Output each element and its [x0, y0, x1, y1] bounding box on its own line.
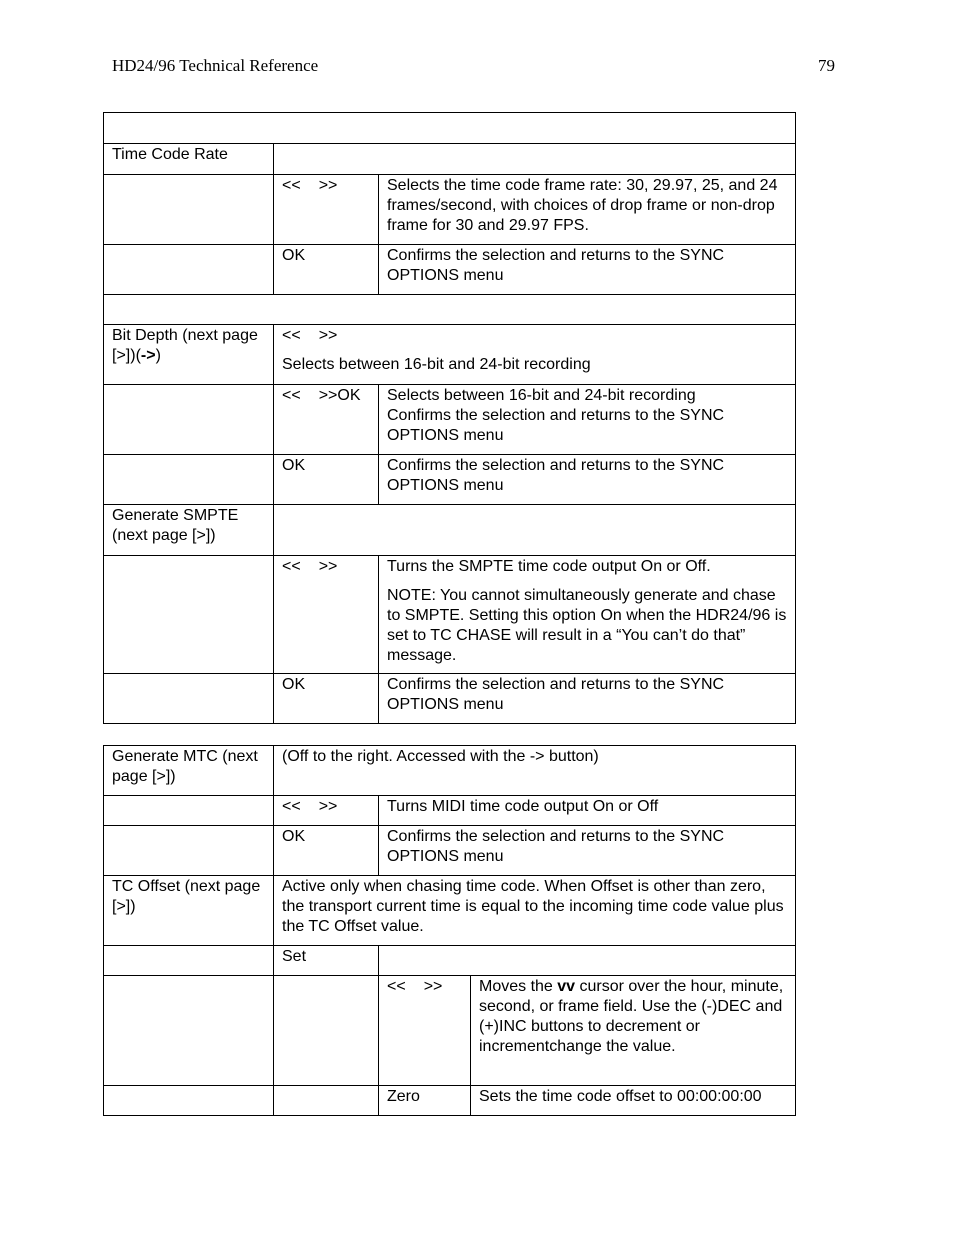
table-row	[104, 796, 796, 826]
key-cell	[274, 796, 379, 826]
key-next-ok: >>OK	[318, 387, 361, 404]
description-text: Selects between 16-bit and 24-bit recording	[282, 356, 591, 373]
key-prev: <<	[282, 387, 301, 404]
table-row	[104, 295, 796, 325]
key-next: >>	[318, 558, 338, 575]
table-row	[104, 556, 796, 674]
table-row	[104, 746, 796, 796]
note-text: NOTE: You cannot simultaneously generate and chase to SMPTE. Setting this option On when the HDR24/96 is set to TC CHASE will result in a “You can’t do that” message.	[387, 587, 787, 664]
page-number: 79	[818, 56, 835, 75]
table-row	[104, 175, 796, 245]
table-row	[104, 245, 796, 295]
description-cell: Confirms the selection and returns to the SYNC OPTIONS menu	[379, 826, 796, 876]
description-cell: (Off to the right. Accessed with the -> button)	[274, 746, 796, 796]
key-prev: <<	[387, 978, 406, 995]
key-cell	[379, 976, 471, 1086]
key-cell	[274, 385, 379, 455]
running-header-title: HD24/96 Technical Reference	[112, 56, 319, 75]
key-prev: <<	[282, 558, 301, 575]
key-zero: Zero	[379, 1086, 471, 1116]
table-row	[104, 385, 796, 455]
table-row	[104, 505, 796, 556]
table-row	[104, 455, 796, 505]
key-cell	[274, 175, 379, 245]
description-cell: Confirms the selection and returns to the SYNC OPTIONS menu	[379, 455, 796, 505]
key-ok: OK	[274, 455, 379, 505]
table-row	[104, 976, 796, 1086]
description-cell: Selects between 16-bit and 24-bit recording Confirms the selection and returns to the SYNC OPTIONS menu	[379, 385, 796, 455]
key-next: >>	[318, 177, 338, 194]
menu-item-generate-mtc: Generate MTC (next page [>])	[104, 746, 274, 796]
key-next: >>	[423, 978, 443, 995]
table-row	[104, 946, 796, 976]
key-next: >>	[318, 798, 338, 815]
menu-item-tc-offset: TC Offset (next page [>])	[104, 876, 274, 946]
key-ok: OK	[274, 674, 379, 724]
description-cell: Turns the SMPTE time code output On or Off. NOTE: You cannot simultaneously generate and chase to SMPTE. Setting this option On when the HDR24/96 is set to TC CHASE will result in a “You can’t do that” message.	[379, 556, 796, 674]
description-cell: Confirms the selection and returns to the SYNC OPTIONS menu	[379, 245, 796, 295]
key-ok: OK	[274, 245, 379, 295]
menu-item-generate-smpte: Generate SMPTE (next page [>])	[104, 505, 274, 556]
description-cell: Turns MIDI time code output On or Off	[379, 796, 796, 826]
table-row	[104, 826, 796, 876]
key-next: >>	[318, 327, 338, 344]
table-row	[104, 1086, 796, 1116]
key-prev: <<	[282, 327, 301, 344]
description-cell: Sets the time code offset to 00:00:00:00	[471, 1086, 796, 1116]
description-cell: Active only when chasing time code. When Offset is other than zero, the transport current time is equal to the incoming time code value plus the TC Offset value.	[274, 876, 796, 946]
key-prev: <<	[282, 798, 301, 815]
submenu-set: Set	[274, 946, 379, 976]
table-row	[104, 876, 796, 946]
key-prev: <<	[282, 177, 301, 194]
key-cell	[274, 556, 379, 674]
sync-options-table-2	[103, 745, 796, 1116]
table-row	[104, 144, 796, 175]
description-cell: Moves the vv cursor over the hour, minute, second, or frame field. Use the (-)DEC and (+)INC buttons to decrement or incrementchange the value.	[471, 976, 796, 1086]
table-row	[104, 674, 796, 724]
table-row	[104, 113, 796, 144]
sync-options-table-1	[103, 112, 796, 724]
key-ok: OK	[274, 826, 379, 876]
menu-item-bit-depth: Bit Depth (next page [>])(->)	[104, 325, 274, 385]
description-cell: Confirms the selection and returns to the SYNC OPTIONS menu	[379, 674, 796, 724]
table-row	[104, 325, 796, 385]
menu-item-time-code-rate: Time Code Rate	[104, 144, 274, 175]
description-cell: Selects the time code frame rate: 30, 29.97, 25, and 24 frames/second, with choices of drop frame or non-drop frame for 30 and 29.97 FPS.	[379, 175, 796, 245]
